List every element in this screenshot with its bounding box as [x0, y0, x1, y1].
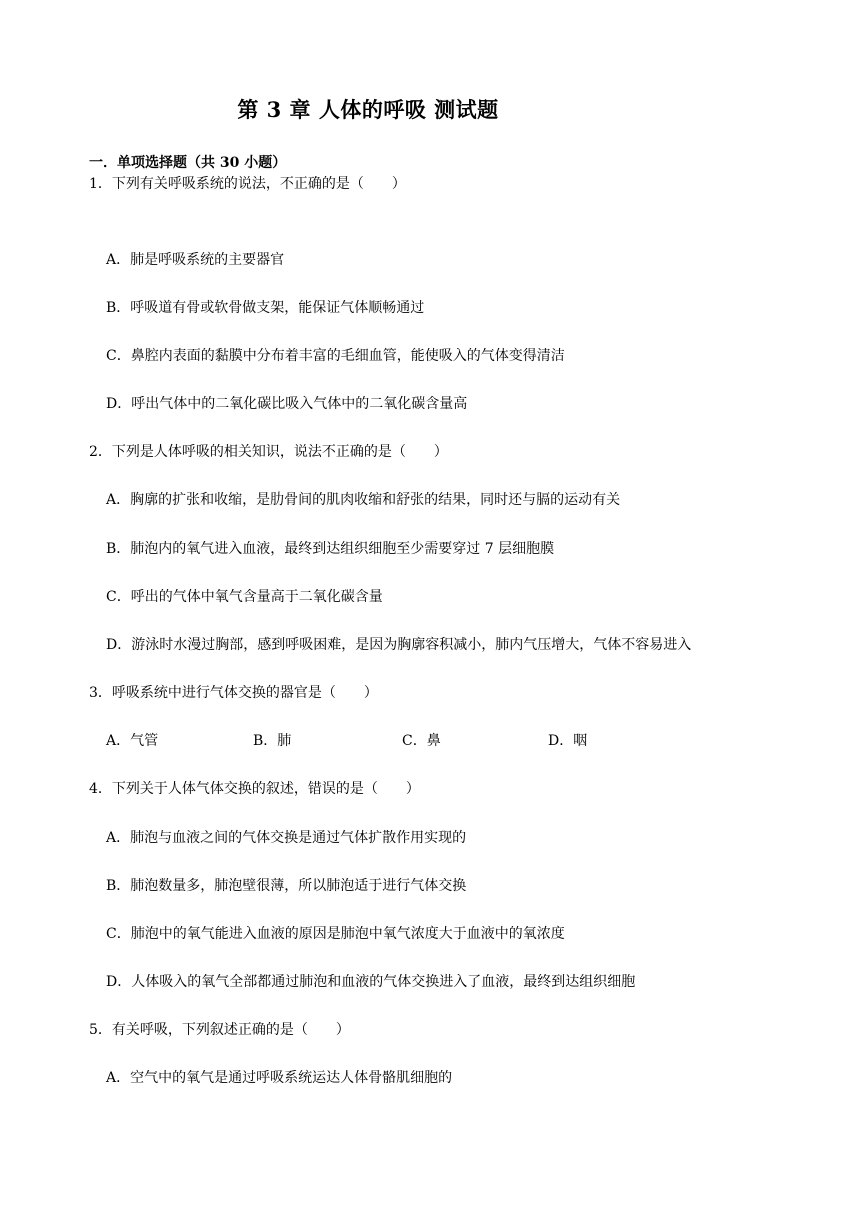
question-4-stem: 4．下列关于人体气体交换的叙述，错误的是（ ） — [89, 781, 420, 797]
question-4-option-d: D．人体吸入的氧气全部都通过肺泡和血液的气体交换进入了血液，最终到达组织细胞 — [106, 974, 636, 990]
question-3-option-b: B．肺 — [253, 733, 292, 749]
question-4-option-c: C．肺泡中的氧气能进入血液的原因是肺泡中氧气浓度大于血液中的氧浓度 — [106, 926, 565, 942]
question-2-option-a: A．胸廓的扩张和收缩，是肋骨间的肌肉收缩和舒张的结果，同时还与膈的运动有关 — [106, 492, 621, 508]
question-3-option-d: D．咽 — [548, 733, 588, 749]
question-1-stem: 1．下列有关呼吸系统的说法，不正确的是（ ） — [89, 176, 406, 192]
page-title: 第 3 章 人体的呼吸 测试题 — [237, 97, 499, 122]
question-3-stem: 3．呼吸系统中进行气体交换的器官是（ ） — [89, 685, 378, 701]
question-3-option-a: A．气管 — [106, 733, 159, 749]
question-2-option-b: B．肺泡内的氧气进入血液，最终到达组织细胞至少需要穿过 7 层细胞膜 — [106, 541, 555, 557]
question-1-option-a: A．肺是呼吸系统的主要器官 — [106, 252, 285, 268]
question-5-option-a: A．空气中的氧气是通过呼吸系统运达人体骨骼肌细胞的 — [106, 1070, 453, 1086]
question-5-stem: 5．有关呼吸，下列叙述正确的是（ ） — [89, 1022, 350, 1038]
question-4-option-b: B．肺泡数量多，肺泡壁很薄，所以肺泡适于进行气体交换 — [106, 878, 467, 894]
question-2-stem: 2．下列是人体呼吸的相关知识，说法不正确的是（ ） — [89, 444, 448, 460]
question-4-option-a: A．肺泡与血液之间的气体交换是通过气体扩散作用实现的 — [106, 830, 467, 846]
question-1-option-b: B．呼吸道有骨或软骨做支架，能保证气体顺畅通过 — [106, 300, 425, 316]
question-1-option-d: D．呼出气体中的二氧化碳比吸入气体中的二氧化碳含量高 — [106, 396, 468, 412]
question-3-option-c: C．鼻 — [402, 733, 441, 749]
question-1-option-c: C．鼻腔内表面的黏膜中分布着丰富的毛细血管，能使吸入的气体变得清洁 — [106, 348, 565, 364]
question-2-option-d: D．游泳时水漫过胸部，感到呼吸困难，是因为胸廓容积减小，肺内气压增大，气体不容易进入 — [106, 637, 692, 653]
section-heading: 一．单项选择题（共 30 小题） — [89, 155, 287, 171]
question-2-option-c: C．呼出的气体中氧气含量高于二氧化碳含量 — [106, 589, 383, 605]
